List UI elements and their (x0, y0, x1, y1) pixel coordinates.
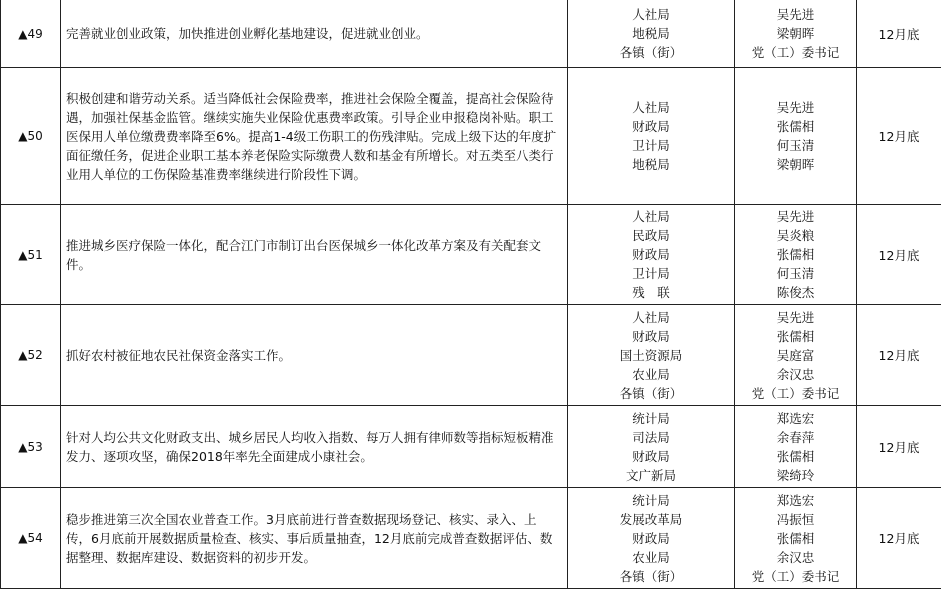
unit-name: 民政局 (632, 228, 670, 243)
unit-name: 各镇（街） (619, 568, 683, 584)
unit-name: 发展改革局 (619, 511, 683, 527)
deadline: 12月底 (857, 305, 941, 406)
unit-name: 人社局 (632, 309, 670, 325)
responsible-leaders (735, 488, 857, 589)
leader-name: 何玉清 (776, 138, 815, 153)
row-number: ▲50 (1, 68, 61, 205)
leader-name: 党（工）委书记 (751, 385, 840, 401)
unit-name: 卫计局 (632, 266, 670, 281)
unit-name: 人社局 (632, 100, 670, 115)
responsible-leaders (735, 305, 857, 406)
task-content: 针对人均公共文化财政支出、城乡居民人均收入指数、每万人拥有律师数等指标短板精准发力、逐项攻坚，确保2018年率先全面建成小康社会。 (61, 406, 568, 488)
table-row (1, 406, 941, 488)
task-content: 推进城乡医疗保险一体化，配合江门市制订出台医保城乡一体化改革方案及有关配套文件。 (61, 205, 568, 305)
responsible-leaders (735, 406, 857, 488)
table-row (1, 488, 941, 589)
deadline: 12月底 (857, 205, 941, 305)
table-row (1, 305, 941, 406)
leader-name: 吴先进 (776, 209, 815, 224)
leader-name: 张儒相 (776, 530, 815, 546)
responsible-units (568, 205, 735, 305)
leader-name: 何玉清 (776, 266, 815, 281)
responsible-units (568, 68, 735, 205)
deadline: 12月底 (857, 68, 941, 205)
leader-name: 梁朝晖 (776, 26, 815, 41)
leader-name: 张儒相 (776, 448, 815, 464)
unit-name: 各镇（街） (619, 45, 683, 60)
leader-name: 余汉忠 (776, 366, 815, 382)
leader-name: 吴庭富 (776, 347, 815, 363)
deadline: 12月底 (857, 488, 941, 589)
leader-name: 郑选宏 (776, 492, 815, 508)
leader-name: 郑选宏 (776, 410, 815, 426)
leader-name: 张儒相 (776, 119, 815, 134)
leader-name: 张儒相 (776, 328, 815, 344)
responsible-units (568, 0, 735, 68)
deadline: 12月底 (857, 0, 941, 68)
leader-name: 党（工）委书记 (751, 568, 840, 584)
row-number: ▲52 (1, 305, 61, 406)
leader-name: 吴先进 (776, 7, 815, 22)
unit-name: 残 联 (632, 285, 670, 300)
leader-name: 梁绮玲 (776, 467, 815, 483)
leader-name: 梁朝晖 (776, 157, 815, 172)
unit-name: 卫计局 (632, 138, 670, 153)
task-content: 完善就业创业政策，加快推进创业孵化基地建设，促进就业创业。 (61, 0, 568, 68)
leader-name: 吴炎粮 (776, 228, 815, 243)
unit-name: 司法局 (632, 429, 670, 445)
unit-name: 文广新局 (625, 467, 676, 483)
unit-name: 统计局 (632, 492, 670, 508)
row-number: ▲54 (1, 488, 61, 589)
unit-name: 财政局 (632, 448, 670, 464)
unit-name: 各镇（街） (619, 385, 683, 401)
table-row (1, 205, 941, 305)
responsible-units (568, 305, 735, 406)
unit-name: 人社局 (632, 209, 670, 224)
responsible-units (568, 406, 735, 488)
task-content: 积极创建和谐劳动关系。适当降低社会保险费率，推进社会保险全覆盖，提高社会保险待遇，加强社保基金监管。继续实施失业保险优惠费率政策。引导企业申报稳岗补贴。职工医保用人单位缴费费率降至6%。提高1-4级工伤职工的伤残津贴。完成上级下达的年度扩面征缴任务，促进企业职工基本养老保险实际缴费人数和基金有所增长。对五类至八类行业用人单位的工伤保险基准费率继续进行阶段性下调。 (61, 68, 568, 205)
responsible-leaders (735, 205, 857, 305)
unit-name: 农业局 (632, 549, 670, 565)
row-number: ▲49 (1, 0, 61, 68)
unit-name: 财政局 (632, 328, 670, 344)
unit-name: 统计局 (632, 410, 670, 426)
leader-name: 吴先进 (776, 309, 815, 325)
leader-name: 余春萍 (776, 429, 815, 445)
unit-name: 农业局 (632, 366, 670, 382)
leader-name: 吴先进 (776, 100, 815, 115)
unit-name: 财政局 (632, 530, 670, 546)
deadline: 12月底 (857, 406, 941, 488)
unit-name: 地税局 (632, 157, 670, 172)
leader-name: 冯振恒 (776, 511, 815, 527)
table-row (1, 68, 941, 205)
leader-name: 陈俊杰 (776, 285, 815, 300)
task-content: 稳步推进第三次全国农业普查工作。3月底前进行普查数据现场登记、核实、录入、上传，6月底前开展数据质量检查、核实、事后质量抽查，12月底前完成普查数据评估、数据整理、数据库建设、数据资料的初步开发。 (61, 488, 568, 589)
leader-name: 党（工）委书记 (751, 45, 840, 60)
responsible-leaders (735, 0, 857, 68)
unit-name: 财政局 (632, 119, 670, 134)
responsible-units (568, 488, 735, 589)
unit-name: 地税局 (632, 26, 670, 41)
row-number: ▲53 (1, 406, 61, 488)
leader-name: 张儒相 (776, 247, 815, 262)
table-row (1, 0, 941, 68)
row-number: ▲51 (1, 205, 61, 305)
leader-name: 余汉忠 (776, 549, 815, 565)
unit-name: 财政局 (632, 247, 670, 262)
task-content: 抓好农村被征地农民社保资金落实工作。 (61, 305, 568, 406)
responsible-leaders (735, 68, 857, 205)
unit-name: 人社局 (632, 7, 670, 22)
unit-name: 国土资源局 (619, 347, 683, 363)
